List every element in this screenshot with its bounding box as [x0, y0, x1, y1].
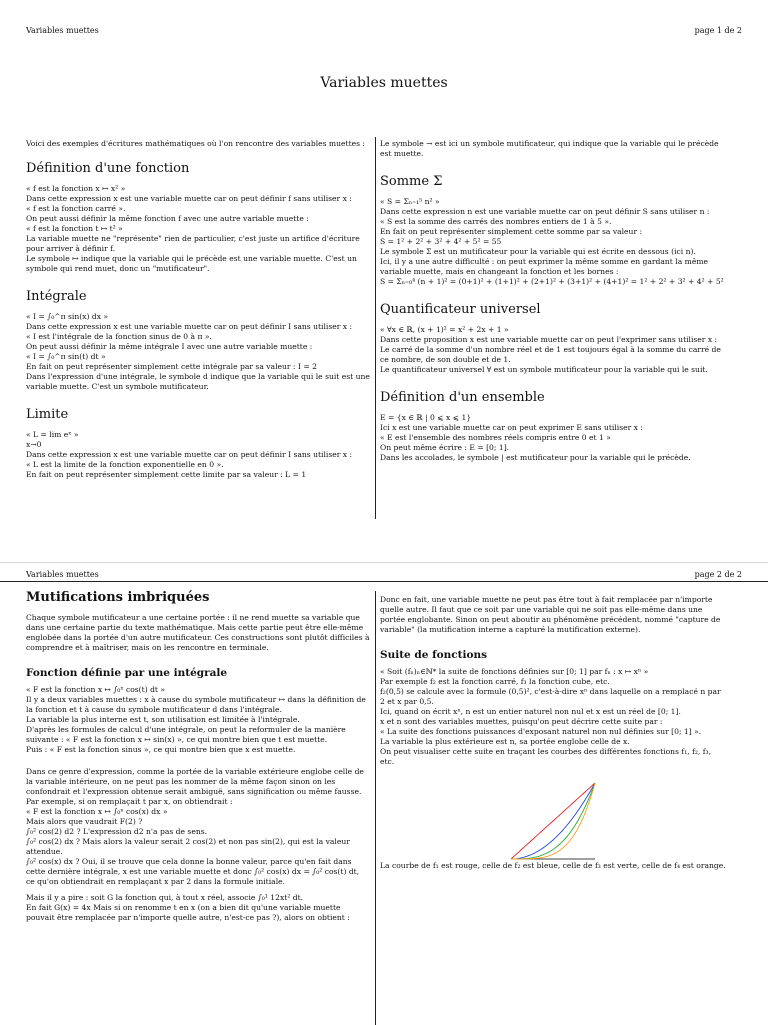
paragraph: S = 1² + 2² + 3² + 4² + 5² = 55 [380, 237, 502, 246]
running-header-left: Variables muettes [26, 26, 99, 35]
paragraph: On peut aussi définir la même intégrale I avec une autre variable muette : [26, 342, 313, 351]
paragraph: « f est la fonction t ↦ t² » [26, 224, 123, 233]
paragraph: S = Σₙ₌₀⁴ (n + 1)² = (0+1)² + (1+1)² + (2+1)² + (3+1)² + (4+1)² = 1² + 2² + 3² + 4² + 5² [380, 277, 724, 286]
paragraph: Le symbole → est ici un symbole mutificateur, qui indique que la variable qui le précède est muette. [380, 139, 719, 158]
paragraph: La variable la plus extérieure est n, sa portée englobe celle de x. [380, 737, 630, 746]
paragraph: La variable muette ne "représente" rien de particulier, c'est juste un artifice d'écriture pour arriver à définir f. [26, 234, 360, 253]
paragraph: « I est l'intégrale de la fonction sinus de 0 à π ». [26, 332, 212, 341]
paragraph: Ici, il y a une autre difficulté : on peut exprimer la même somme en gardant la même variable muette, mais en changeant la fonction et les bornes : [380, 257, 709, 276]
paragraph: « Soit (fₙ)ₙ∈ℕ* la suite de fonctions définies sur [0; 1] par fₙ : x ↦ xⁿ » [380, 667, 649, 676]
paragraph: Par exemple, si on remplaçait t par x, on obtiendrait : [26, 797, 233, 806]
paragraph: Mais il y a pire : soit G la fonction qui, à tout x réel, associe ∫₀¹ 12xt² dt. [26, 893, 304, 902]
paragraph: f₂(0,5) se calcule avec la formule (0,5)², c'est-à-dire xⁿ dans laquelle on a remplacé n par 2 et x par 0,5. [380, 687, 721, 706]
paragraph: Le carré de la somme d'un nombre réel et de 1 est toujours égal à la somme du carré de ce nombre, de son double et de 1. [380, 345, 721, 364]
paragraph: On peut aussi définir la même fonction f avec une autre variable muette : [26, 214, 309, 223]
paragraph: « I = ∫₀^π sin(x) dx » [26, 312, 109, 321]
column-divider [375, 591, 376, 1025]
paragraph: « S = Σₙ₌₁⁵ n² » [380, 197, 440, 206]
paragraph: Le quantificateur universel ∀ est un symbole mutificateur pour la variable qui le suit. [380, 365, 708, 374]
page1-right-column [380, 139, 726, 463]
paragraph: ∫₀² cos(x) dx ? Oui, il se trouve que cela donne la bonne valeur, parce qu'en fait dans cette dernière intégrale, x est une variable muette et donc ∫₀² cos(x) dx = ∫₀² cos(t) dt, ce qu'on obtiendrait en remplaçant x par 2 dans la formule initiale. [26, 857, 360, 886]
paragraph: Ici x est une variable muette car on peut exprimer E sans utiliser x : [380, 423, 643, 432]
page-number: page 1 de 2 [694, 26, 742, 35]
paragraph: D'après les formules de calcul d'une intégrale, on peut la reformuler de la manière suivante : « F est la fonction x ↦ sin(x) », ce qui montre bien que t est muette. [26, 725, 346, 744]
paragraph: « La suite des fonctions puissances d'exposant naturel non nul définies sur [0; 1] ». [380, 727, 702, 736]
page-gap [0, 528, 768, 562]
page-2 [0, 562, 768, 1025]
section-heading: Limite [26, 407, 69, 422]
spacer [26, 755, 370, 767]
paragraph: Puis : « F est la fonction sinus », ce qui montre bien que x est muette. [26, 745, 296, 754]
section-heading: Quantificateur universel [380, 302, 541, 317]
paragraph: Dans cette proposition x est une variable muette car on peut l'exprimer sans utiliser x : [380, 335, 718, 344]
subsection-heading: Suite de fonctions [380, 649, 488, 661]
paragraph: Dans l'expression d'une intégrale, le symbole d indique que la variable qui le suit est une variable muette. C'est un symbole mutificateur. [26, 372, 370, 391]
document-title: Variables muettes [320, 75, 448, 91]
paragraph: Il y a deux variables muettes : x à cause du symbole mutificateur ↦ dans la définition de la fonction et t à cause du symbole mutificateur d dans l'intégrale. [26, 695, 366, 714]
paragraph: « I = ∫₀^π sin(t) dt » [26, 352, 106, 361]
paragraph: Chaque symbole mutificateur a une certaine portée : il ne rend muette sa variable que dans une certaine partie du texte mathématique. Mais cette partie peut être elle-même englobée dans la portée d'un autre mutificateur. Ces constructions sont plutôt difficiles à comprendre et à maîtriser, mais on les rencontre en terminale. [26, 613, 370, 652]
paragraph: Dans cette expression x est une variable muette car on peut définir I sans utiliser x : [26, 322, 353, 331]
paragraph: Donc en fait, une variable muette ne peut pas être tout à fait remplacée par n'importe quelle autre. Il faut que ce soit par une variable qui ne soit pas elle-même dans une portée englobante. Sinon on peut aboutir au phénomène précédent, nommé "capture de variable" (la mutification interne a capturé la mutification externe). [380, 595, 721, 634]
paragraph: Dans cette expression x est une variable muette car on peut définir I sans utiliser x : [26, 450, 353, 459]
paragraph: Dans les accolades, le symbole | est mutificateur pour la variable qui le précède. [380, 453, 691, 462]
paragraph: « f est la fonction x ↦ x² » [26, 184, 126, 193]
paragraph: « F est la fonction x ↦ ∫₀ˣ cos(t) dt » [26, 685, 166, 694]
section-heading: Mutifications imbriquées [26, 590, 210, 605]
paragraph: « F est la fonction x ↦ ∫₀ˣ cos(x) dx » [26, 807, 168, 816]
paragraph: En fait on peut représenter simplement cette somme par sa valeur : [380, 227, 643, 236]
section-heading: Intégrale [26, 289, 87, 304]
power-functions-chart [505, 779, 599, 863]
paragraph: x et n sont des variables muettes, puisqu'on peut décrire cette suite par : [380, 717, 663, 726]
page1-left-column [26, 139, 372, 480]
paragraph: En fait on peut représenter simplement cette limite par sa valeur : L = 1 [26, 470, 307, 479]
paragraph: Ici, quand on écrit xⁿ, n est un entier naturel non nul et x est un réel de [0; 1]. [380, 707, 681, 716]
paragraph: Dans cette expression x est une variable muette car on peut définir f sans utiliser x : [26, 194, 352, 203]
paragraph: Mais alors que vaudrait F(2) ? [26, 817, 143, 826]
paragraph: E = {x ∈ ℝ | 0 ⩽ x ⩽ 1} [380, 413, 472, 422]
header-rule [0, 581, 768, 582]
paragraph: Dans cette expression n est une variable muette car on peut définir S sans utiliser n : [380, 207, 710, 216]
paragraph: Le symbole ↦ indique que la variable qui le précède est une variable muette. C'est un symbole qui rend muet, donc un "mutificateur". [26, 254, 357, 273]
subsection-heading: Fonction définie par une intégrale [26, 667, 228, 679]
paragraph: « L est la limite de la fonction exponentielle en 0 ». [26, 460, 224, 469]
curve-f1 [511, 783, 595, 859]
paragraph: En fait on peut représenter simplement cette intégrale par sa valeur : I = 2 [26, 362, 317, 371]
section-heading: Somme Σ [380, 174, 443, 189]
paragraph: Voici des exemples d'écritures mathématiques où l'on rencontre des variables muettes : [26, 139, 365, 148]
paragraph: ∫₀² cos(2) d2 ? L'expression d2 n'a pas de sens. [26, 827, 208, 836]
paragraph: « L = lim eˣ » [26, 430, 79, 439]
paragraph: x→0 [26, 440, 42, 449]
section-heading: Définition d'un ensemble [380, 390, 545, 405]
paragraph: « f est la fonction carré ». [26, 204, 126, 213]
paragraph: Par exemple f₂ est la fonction carré, f₃ la fonction cube, etc. [380, 677, 610, 686]
paragraph: On peut visualiser cette suite en traçant les courbes des différentes fonctions f₁, f₂, f₃, etc. [380, 747, 712, 766]
paragraph: La variable la plus interne est t, son utilisation est limitée à l'intégrale. [26, 715, 300, 724]
paragraph: On peut même écrire : E = [0; 1]. [380, 443, 510, 452]
column-divider [375, 137, 376, 519]
paragraph: En fait G(x) = 4x Mais si on renomme t en x (on a bien dit qu'une variable muette pouvait être remplacée par n'importe quelle autre, n'est-ce pas ?), alors on obtient : [26, 903, 350, 922]
paragraph: ∫₀² cos(2) dx ? Mais alors la valeur serait 2 cos(2) et non pas sin(2), qui est la valeur attendue. [26, 837, 350, 856]
page2-left-column [26, 591, 370, 923]
page-number: page 2 de 2 [694, 570, 742, 579]
paragraph: Dans ce genre d'expression, comme la portée de la variable extérieure englobe celle de la variable intérieure, on ne peut pas les nommer de la même façon sinon on les confondrait et l'expression obtenue serait ambiguë, sans signification ou même fausse. [26, 767, 364, 796]
paragraph: « S est la somme des carrés des nombres entiers de 1 à 5 ». [380, 217, 612, 226]
running-header-left: Variables muettes [26, 570, 99, 579]
paragraph: Le symbole Σ est un mutificateur pour la variable qui est écrite en dessous (ici n). [380, 247, 696, 256]
paragraph: « ∀x ∈ ℝ, (x + 1)² = x² + 2x + 1 » [380, 325, 509, 334]
paragraph: « E est l'ensemble des nombres réels compris entre 0 et 1 » [380, 433, 611, 442]
paragraph: La courbe de f₁ est rouge, celle de f₂ est bleue, celle de f₃ est verte, celle de f₄ est orange. [380, 861, 726, 870]
section-heading: Définition d'une fonction [26, 161, 190, 176]
